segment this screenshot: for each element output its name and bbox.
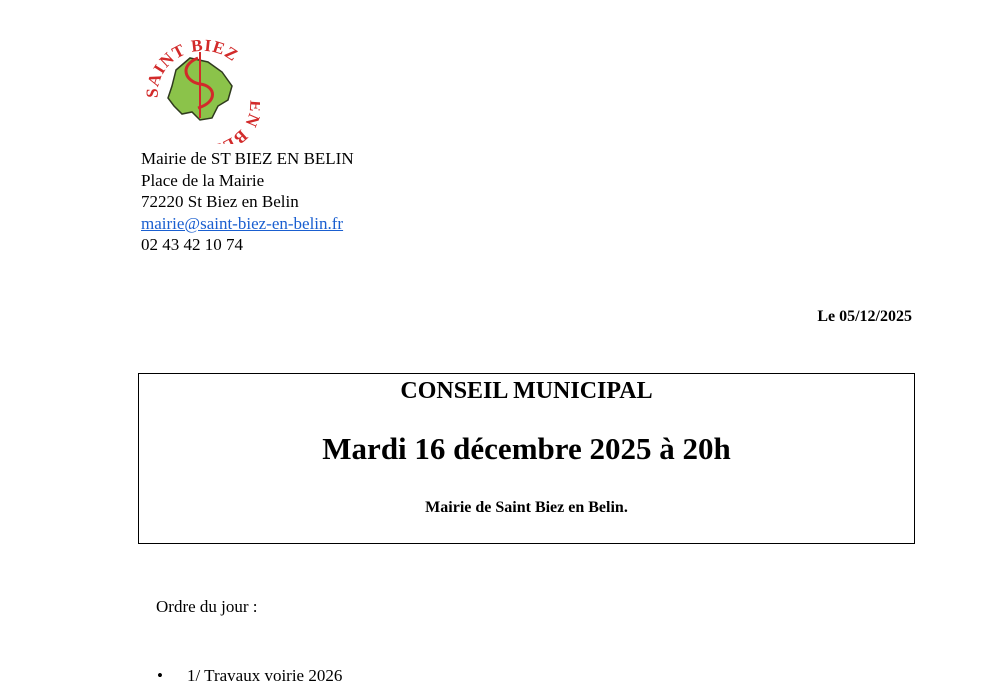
svg-text:SAINT BIEZ: SAINT BIEZ (142, 35, 243, 99)
meeting-box (138, 373, 915, 544)
sender-name: Mairie de ST BIEZ EN BELIN (141, 149, 354, 168)
agenda-list (157, 666, 342, 686)
sender-city: 72220 St Biez en Belin (141, 192, 299, 211)
sender-street: Place de la Mairie (141, 170, 265, 190)
bullet-icon: • (157, 666, 163, 685)
sender-phone: 02 43 42 10 74 (141, 235, 243, 254)
list-item (157, 666, 342, 686)
meeting-title: CONSEIL MUNICIPAL (400, 378, 653, 404)
document-date: Le 05/12/2025 (817, 308, 912, 325)
sender-address (141, 148, 354, 256)
agenda-item-label: 1/ Travaux voirie 2026 (187, 666, 343, 685)
sender-email-link[interactable]: mairie@saint-biez-en-belin.fr (141, 213, 344, 233)
town-seal-logo (138, 28, 260, 144)
meeting-place: Mairie de Saint Biez en Belin. (425, 499, 628, 516)
meeting-datetime: Mardi 16 décembre 2025 à 20h (322, 431, 731, 466)
svg-text:EN BELIN: B (229, 126, 252, 144)
town-seal-icon (138, 28, 260, 144)
agenda-heading: Ordre du jour : (156, 597, 258, 616)
